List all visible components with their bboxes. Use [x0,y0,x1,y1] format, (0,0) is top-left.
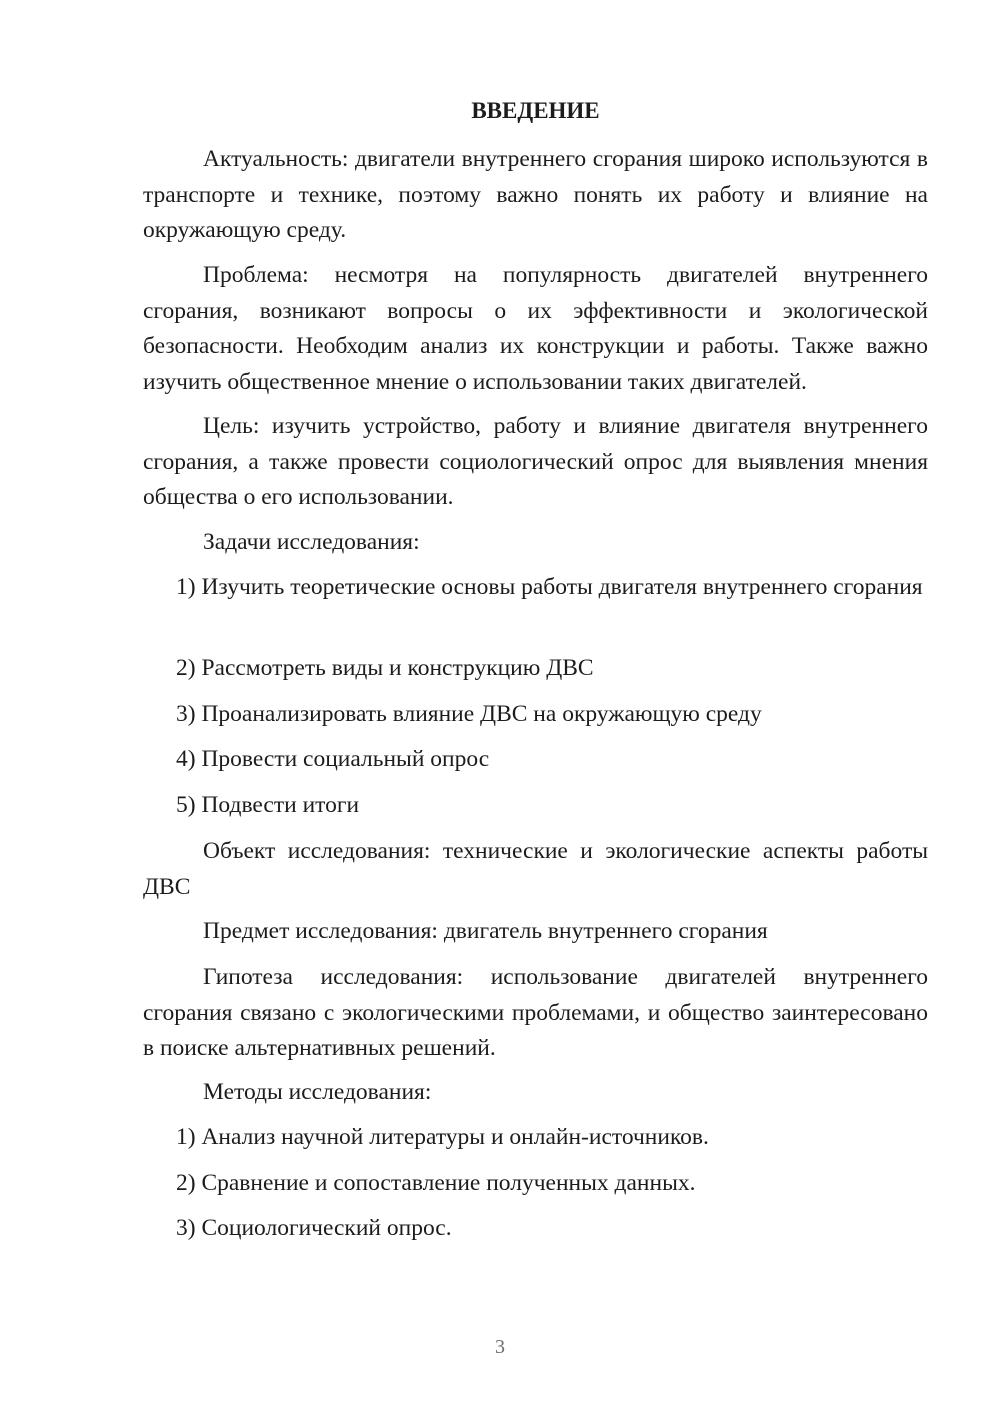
paragraph-problem: Проблема: несмотря на популярность двигателей внутреннего сгорания, возникают вопросы о их эффективности и экологической безопасности. Необходим анализ их конструкции и работы. Также важно изучить общественное мнение о использовании таких двигателей. [143,262,928,395]
paragraph-object: Объект исследования: технические и экологические аспекты работы ДВС [143,838,928,900]
page-number: 3 [495,1336,505,1358]
method-item-1: 1) Анализ научной литературы и онлайн-источников. [176,1124,709,1150]
task-item-2: 2) Рассмотреть виды и конструкцию ДВС [176,655,594,681]
section-heading: ВВЕДЕНИЕ [471,98,600,123]
paragraph-subject: Предмет исследования: двигатель внутреннего сгорания [203,918,768,944]
tasks-title: Задачи исследования: [203,529,420,555]
task-item-1: 1) Изучить теоретические основы работы двигателя внутреннего сгорания [176,574,923,600]
task-item-3: 3) Проанализировать влияние ДВС на окружающую среду [176,701,762,727]
task-item-5: 5) Подвести итоги [176,792,360,818]
paragraph-hypothesis: Гипотеза исследования: использование двигателей внутреннего сгорания связано с экологическими проблемами, и общество заинтересовано в поиске альтернативных решений. [143,964,928,1061]
methods-title: Методы исследования: [203,1079,432,1105]
method-item-3: 3) Социологический опрос. [176,1215,452,1241]
paragraph-goal: Цель: изучить устройство, работу и влияние двигателя внутреннего сгорания, а также провести социологический опрос для выявления мнения общества о его использовании. [143,413,928,510]
task-item-4: 4) Провести социальный опрос [176,746,490,772]
paragraph-relevance: Актуальность: двигатели внутреннего сгорания широко используются в транспорте и технике, поэтому важно понять их работу и влияние на окружающую среду. [143,146,928,243]
method-item-2: 2) Сравнение и сопоставление полученных данных. [176,1170,696,1196]
